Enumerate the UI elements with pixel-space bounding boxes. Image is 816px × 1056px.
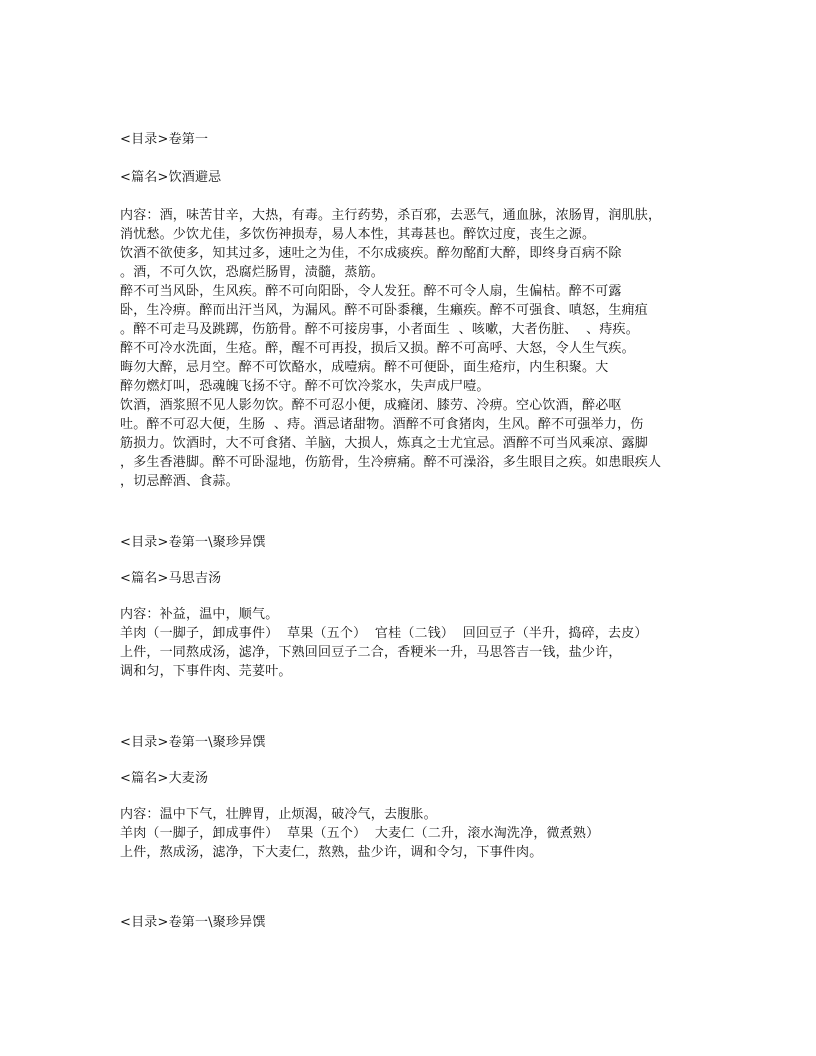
text-line: 饮酒，酒浆照不见人影勿饮。醉不可忍小便，成癃闭、膝劳、冷痹。空心饮酒，醉必呕 xyxy=(120,398,622,413)
catalog-heading: <目录>卷第一 xyxy=(120,132,209,147)
article-title: <篇名>饮酒避忌 xyxy=(120,170,222,185)
text-line: 饮酒不欲使多，知其过多，速吐之为佳，不尔成痰疾。醉勿酩酊大醉，即终身百病不除 xyxy=(120,246,622,261)
text-line: ，切忌醉酒、食蒜。 xyxy=(120,474,239,489)
text-line: 晦勿大醉，忌月空。醉不可饮酪水，成噎病。醉不可便卧，面生疮疖，内生积聚。大 xyxy=(120,360,609,375)
text-line: 筋损力。饮酒时，大不可食猪、羊脑，大损人，炼真之士尤宜忌。酒醉不可当风乘凉、露脚 xyxy=(120,436,649,451)
text-line: 吐。醉不可忍大便，生肠 、痔。酒忌诸甜物。酒醉不可食猪肉，生风。醉不可强举力，伤 xyxy=(120,417,644,432)
text-line: 醉勿燃灯叫，恐魂魄飞扬不守。醉不可饮冷浆水，失声成尸噎。 xyxy=(120,379,490,394)
text-line: 醉不可当风卧，生风疾。醉不可向阳卧，令人发狂。醉不可令人扇，生偏枯。醉不可露 xyxy=(120,284,622,299)
text-line: 上件，一同熬成汤，滤净，下熟回回豆子二合，香粳米一升，马思答吉一钱，盐少许， xyxy=(120,645,622,660)
text-line: 醉不可冷水洗面，生疮。醉，醒不可再投，损后又损。醉不可高呼、大怒，令人生气疾。 xyxy=(120,341,635,356)
catalog-heading: <目录>卷第一\聚珍异馔 xyxy=(120,915,266,930)
text-line: 内容：温中下气，壮脾胃，止烦渴，破冷气，去腹胀。 xyxy=(120,807,437,822)
catalog-heading: <目录>卷第一\聚珍异馔 xyxy=(120,735,266,750)
text-line: 羊肉（一脚子，卸成事件） 草果（五个） 官桂（二钱） 回回豆子（半升，捣碎，去皮） xyxy=(120,626,648,641)
text-line: 羊肉（一脚子，卸成事件） 草果（五个） 大麦仁（二升，滚水淘洗净，微煮熟） xyxy=(120,826,600,841)
article-title: <篇名>大麦汤 xyxy=(120,771,209,786)
article-title: <篇名>马思吉汤 xyxy=(120,571,222,586)
text-line: ，多生香港脚。醉不可卧湿地，伤筋骨，生冷痹痛。醉不可澡浴，多生眼目之疾。如患眼疾人 xyxy=(120,455,662,470)
text-line: 调和匀，下事件肉、芫荽叶。 xyxy=(120,664,292,679)
text-line: 消忧愁。少饮尤佳，多饮伤神损寿，易人本性，其毒甚也。醉饮过度，丧生之源。 xyxy=(120,227,596,242)
text-line: 卧，生冷痹。醉而出汗当风，为漏风。醉不可卧黍穰，生癞疾。醉不可强食、嗔怒，生痈疽 xyxy=(120,303,649,318)
text-line: 内容：酒，味苦甘辛，大热，有毒。主行药势，杀百邪，去恶气，通血脉，浓肠胃，润肌肤， xyxy=(120,208,662,223)
text-line: 上件，熬成汤，滤净，下大麦仁，熬熟，盐少许，调和令匀，下事件肉。 xyxy=(120,845,543,860)
text-line: 。酒，不可久饮，恐腐烂肠胃，渍髓，蒸筋。 xyxy=(120,265,385,280)
catalog-heading: <目录>卷第一\聚珍异馔 xyxy=(120,535,266,550)
text-line: 内容：补益，温中，顺气。 xyxy=(120,607,279,622)
text-line: 。醉不可走马及跳踯，伤筋骨。醉不可接房事，小者面生 、咳嗽，大者伤脏、 、痔疾。 xyxy=(120,322,639,337)
